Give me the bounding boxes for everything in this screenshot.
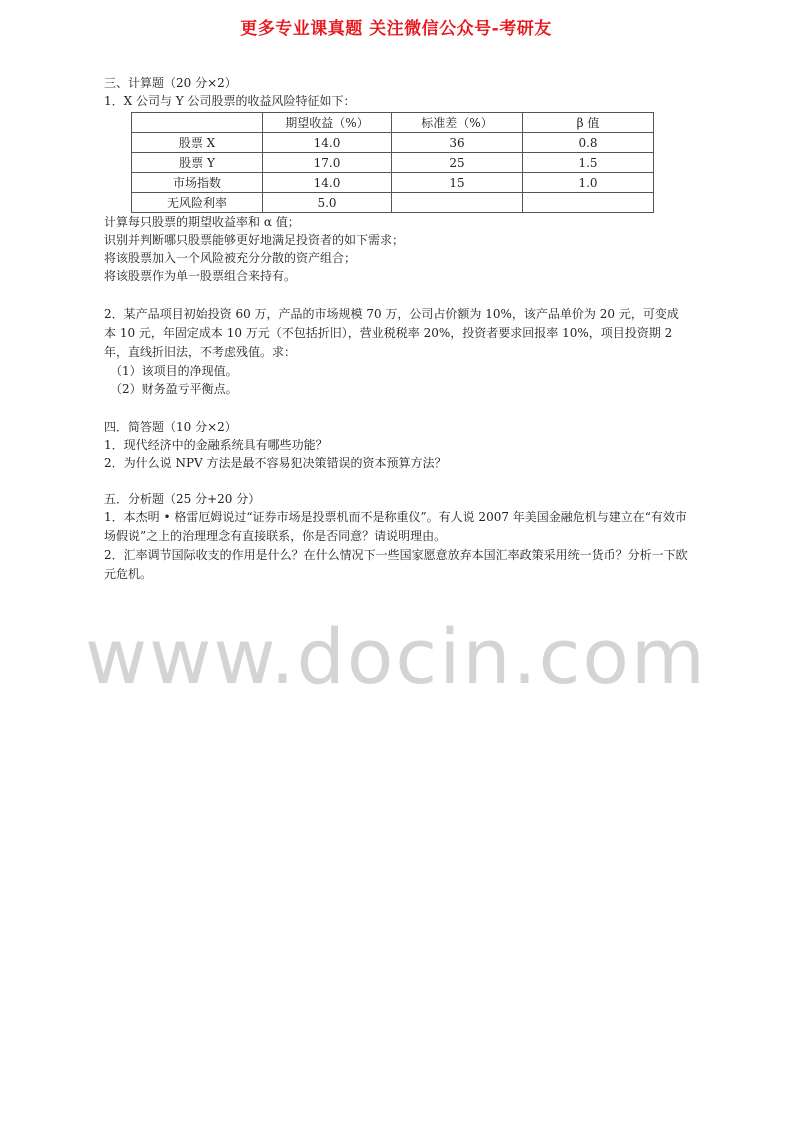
table-cell: 17.0 <box>263 153 392 173</box>
section-3-title: 三、计算题（20 分×2） <box>104 76 237 90</box>
short-answer-item: 2．为什么说 NPV 方法是最不容易犯决策错误的资本预算方法？ <box>104 456 447 470</box>
short-answer-item: 1．现代经济中的金融系统具有哪些功能？ <box>104 438 328 452</box>
q2-item: （2）财务盈亏平衡点。 <box>110 382 238 396</box>
table-cell: 市场指数 <box>132 173 263 193</box>
table-row <box>132 173 654 193</box>
section-5-title: 五．分析题（25 分+20 分） <box>104 492 261 506</box>
table-cell: 14.0 <box>263 173 392 193</box>
q1-item: 将该股票加入一个风险被充分分散的资产组合； <box>104 251 357 265</box>
q1-item: 将该股票作为单一股票组合来持有。 <box>104 269 297 283</box>
table-cell <box>392 193 523 213</box>
promo-banner: 更多专业课真题 关注微信公众号-考研友 <box>240 19 552 39</box>
table-cell: 股票 Y <box>132 153 263 173</box>
table-header-cell <box>132 113 263 133</box>
table-cell: 1.0 <box>523 173 654 193</box>
section-4-title: 四．简答题（10 分×2） <box>104 420 237 434</box>
table-cell: 5.0 <box>263 193 392 213</box>
table-header-cell: 标准差（%） <box>392 113 523 133</box>
table-cell: 14.0 <box>263 133 392 153</box>
exam-page <box>104 74 690 584</box>
table-cell: 36 <box>392 133 523 153</box>
question-1-intro: 1．X 公司与 Y 公司股票的收益风险特征如下： <box>104 94 356 108</box>
table-cell: 0.8 <box>523 133 654 153</box>
table-cell: 股票 X <box>132 133 263 153</box>
table-cell: 15 <box>392 173 523 193</box>
table-cell: 无风险利率 <box>132 193 263 213</box>
table-row <box>132 153 654 173</box>
table-header-cell: β 值 <box>523 113 654 133</box>
analysis-item: 2．汇率调节国际收支的作用是什么？在什么情况下一些国家愿意放弃本国汇率政策采用统一货币？分析一下欧元危机。 <box>104 548 688 581</box>
q1-item: 识别并判断哪只股票能够更好地满足投资者的如下需求； <box>104 233 405 247</box>
q2-item: （1）该项目的净现值。 <box>110 364 238 378</box>
table-header-row <box>132 113 654 133</box>
table-cell <box>523 193 654 213</box>
question-2-text: 2．某产品项目初始投资 60 万，产品的市场规模 70 万，公司占价额为 10%，该产品单价为 20 元，可变成本 10 元，年固定成本 10 万元（不包括折旧），营业税税率 20%，投资者要求回报率 10%，项目投资期 2 年，直线折旧法，不考虑残值。求： <box>104 307 679 359</box>
table-row <box>132 193 654 213</box>
q1-item: 计算每只股票的期望收益率和 α 值； <box>104 215 300 229</box>
table-cell: 25 <box>392 153 523 173</box>
table-row <box>132 133 654 153</box>
table-header-cell: 期望收益（%） <box>263 113 392 133</box>
docin-watermark: www.docin.com <box>85 612 707 701</box>
table-cell: 1.5 <box>523 153 654 173</box>
analysis-item: 1．本杰明 • 格雷厄姆说过“证券市场是投票机而不是称重仪”。有人说 2007 年美国金融危机与建立在“有效市场假说”之上的治理理念有直接联系，你是否同意？请说明理由。 <box>104 510 687 543</box>
stock-table <box>131 112 654 213</box>
